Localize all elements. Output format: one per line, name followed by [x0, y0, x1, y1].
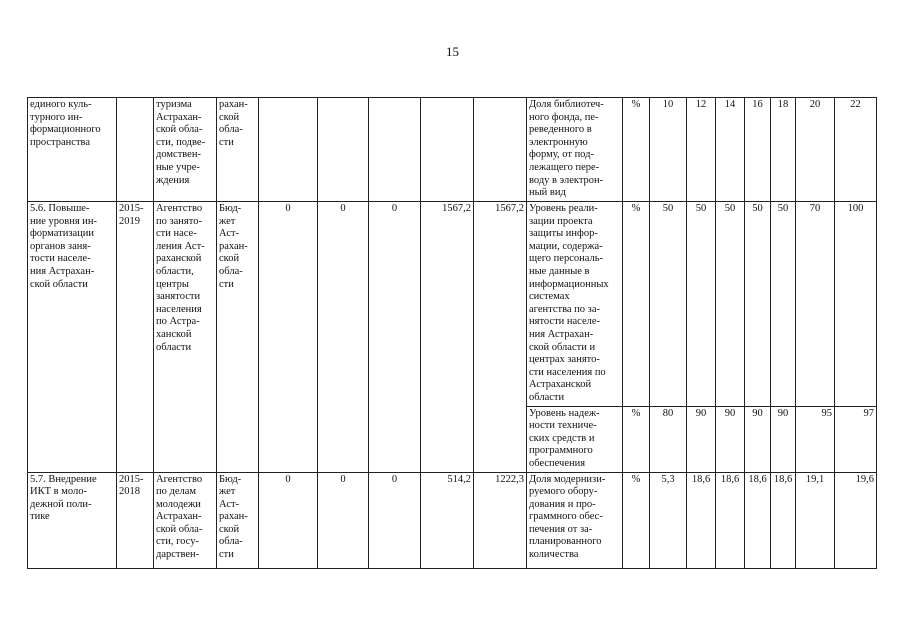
value-cell: 22 — [835, 98, 877, 202]
indicator-cell: Уровень реали- зации проекта защиты инфор- мации, содержа- щего персональ- ные данные в информационных системах агентства по за- нятости населе- ния Астрахан- ской области и центрах занято- сти населения по Астраханской области — [527, 202, 623, 407]
value-cell: 80 — [650, 406, 687, 472]
table-row — [28, 202, 877, 407]
value-cell: 19,1 — [796, 472, 835, 568]
funding-cell: 0 — [259, 202, 318, 473]
value-cell: 70 — [796, 202, 835, 407]
funding-source-cell: Бюд- жет Аст- рахан- ской обла- сти — [217, 472, 259, 568]
measure-name-cell: единого куль- турного ин- формационного пространства — [28, 98, 117, 202]
value-cell: 18,6 — [771, 472, 796, 568]
value-cell: 14 — [716, 98, 745, 202]
value-cell: 18,6 — [716, 472, 745, 568]
period-cell: 2015- 2019 — [117, 202, 154, 473]
value-cell: 18,6 — [687, 472, 716, 568]
value-cell: 18,6 — [745, 472, 771, 568]
funding-cell: 0 — [318, 472, 369, 568]
period-cell — [117, 98, 154, 202]
table-row — [28, 98, 877, 202]
value-cell: 50 — [745, 202, 771, 407]
page-number: 15 — [446, 44, 459, 59]
unit-cell: % — [623, 406, 650, 472]
value-cell: 5,3 — [650, 472, 687, 568]
unit-cell: % — [623, 472, 650, 568]
value-cell: 50 — [650, 202, 687, 407]
value-cell: 20 — [796, 98, 835, 202]
value-cell: 90 — [687, 406, 716, 472]
value-cell: 97 — [835, 406, 877, 472]
value-cell: 16 — [745, 98, 771, 202]
value-cell: 50 — [716, 202, 745, 407]
value-cell: 19,6 — [835, 472, 877, 568]
value-cell: 90 — [716, 406, 745, 472]
indicator-cell: Доля библиотеч- ного фонда, пе- реведенного в электронную форму, от под- лежащего пере- воду в электрон- ный вид — [527, 98, 623, 202]
funding-cell — [474, 98, 527, 202]
value-cell: 18 — [771, 98, 796, 202]
value-cell: 50 — [771, 202, 796, 407]
indicator-cell: Уровень надеж- ности техниче- ских средств и программного обеспечения — [527, 406, 623, 472]
value-cell: 10 — [650, 98, 687, 202]
funding-cell: 0 — [369, 472, 421, 568]
funding-cell — [318, 98, 369, 202]
funding-source-cell: Бюд- жет Аст- рахан- ской обла- сти — [217, 202, 259, 473]
executor-cell: Агентство по занято- сти насе- ления Аст- раханской области, центры занятости населения по Астра- ханской области — [154, 202, 217, 473]
value-cell: 95 — [796, 406, 835, 472]
funding-cell: 1222,3 — [474, 472, 527, 568]
value-cell: 100 — [835, 202, 877, 407]
indicator-cell: Доля модернизи- руемого обору- дования и про- граммного обес- печения от за- планированного количества — [527, 472, 623, 568]
funding-cell: 1567,2 — [421, 202, 474, 473]
executor-cell: Агентство по делам молодежи Астрахан- ской обла- сти, госу- дарствен- — [154, 472, 217, 568]
funding-cell: 1567,2 — [474, 202, 527, 473]
value-cell: 90 — [771, 406, 796, 472]
funding-cell — [259, 98, 318, 202]
table-row — [28, 472, 877, 568]
value-cell: 12 — [687, 98, 716, 202]
funding-cell — [421, 98, 474, 202]
value-cell: 50 — [687, 202, 716, 407]
measure-name-cell: 5.6. Повыше- ние уровня ин- форматизации органов заня- тости населе- ния Астрахан- ской области — [28, 202, 117, 473]
program-table — [27, 97, 877, 569]
value-cell: 90 — [745, 406, 771, 472]
funding-cell: 0 — [318, 202, 369, 473]
executor-cell: туризма Астрахан- ской обла- сти, подве- домствен- ные учре- ждения — [154, 98, 217, 202]
unit-cell: % — [623, 202, 650, 407]
funding-cell: 514,2 — [421, 472, 474, 568]
measure-name-cell: 5.7. Внедрение ИКТ в моло- дежной поли- тике — [28, 472, 117, 568]
funding-source-cell: рахан- ской обла- сти — [217, 98, 259, 202]
period-cell: 2015- 2018 — [117, 472, 154, 568]
funding-cell: 0 — [369, 202, 421, 473]
funding-cell — [369, 98, 421, 202]
unit-cell: % — [623, 98, 650, 202]
funding-cell: 0 — [259, 472, 318, 568]
